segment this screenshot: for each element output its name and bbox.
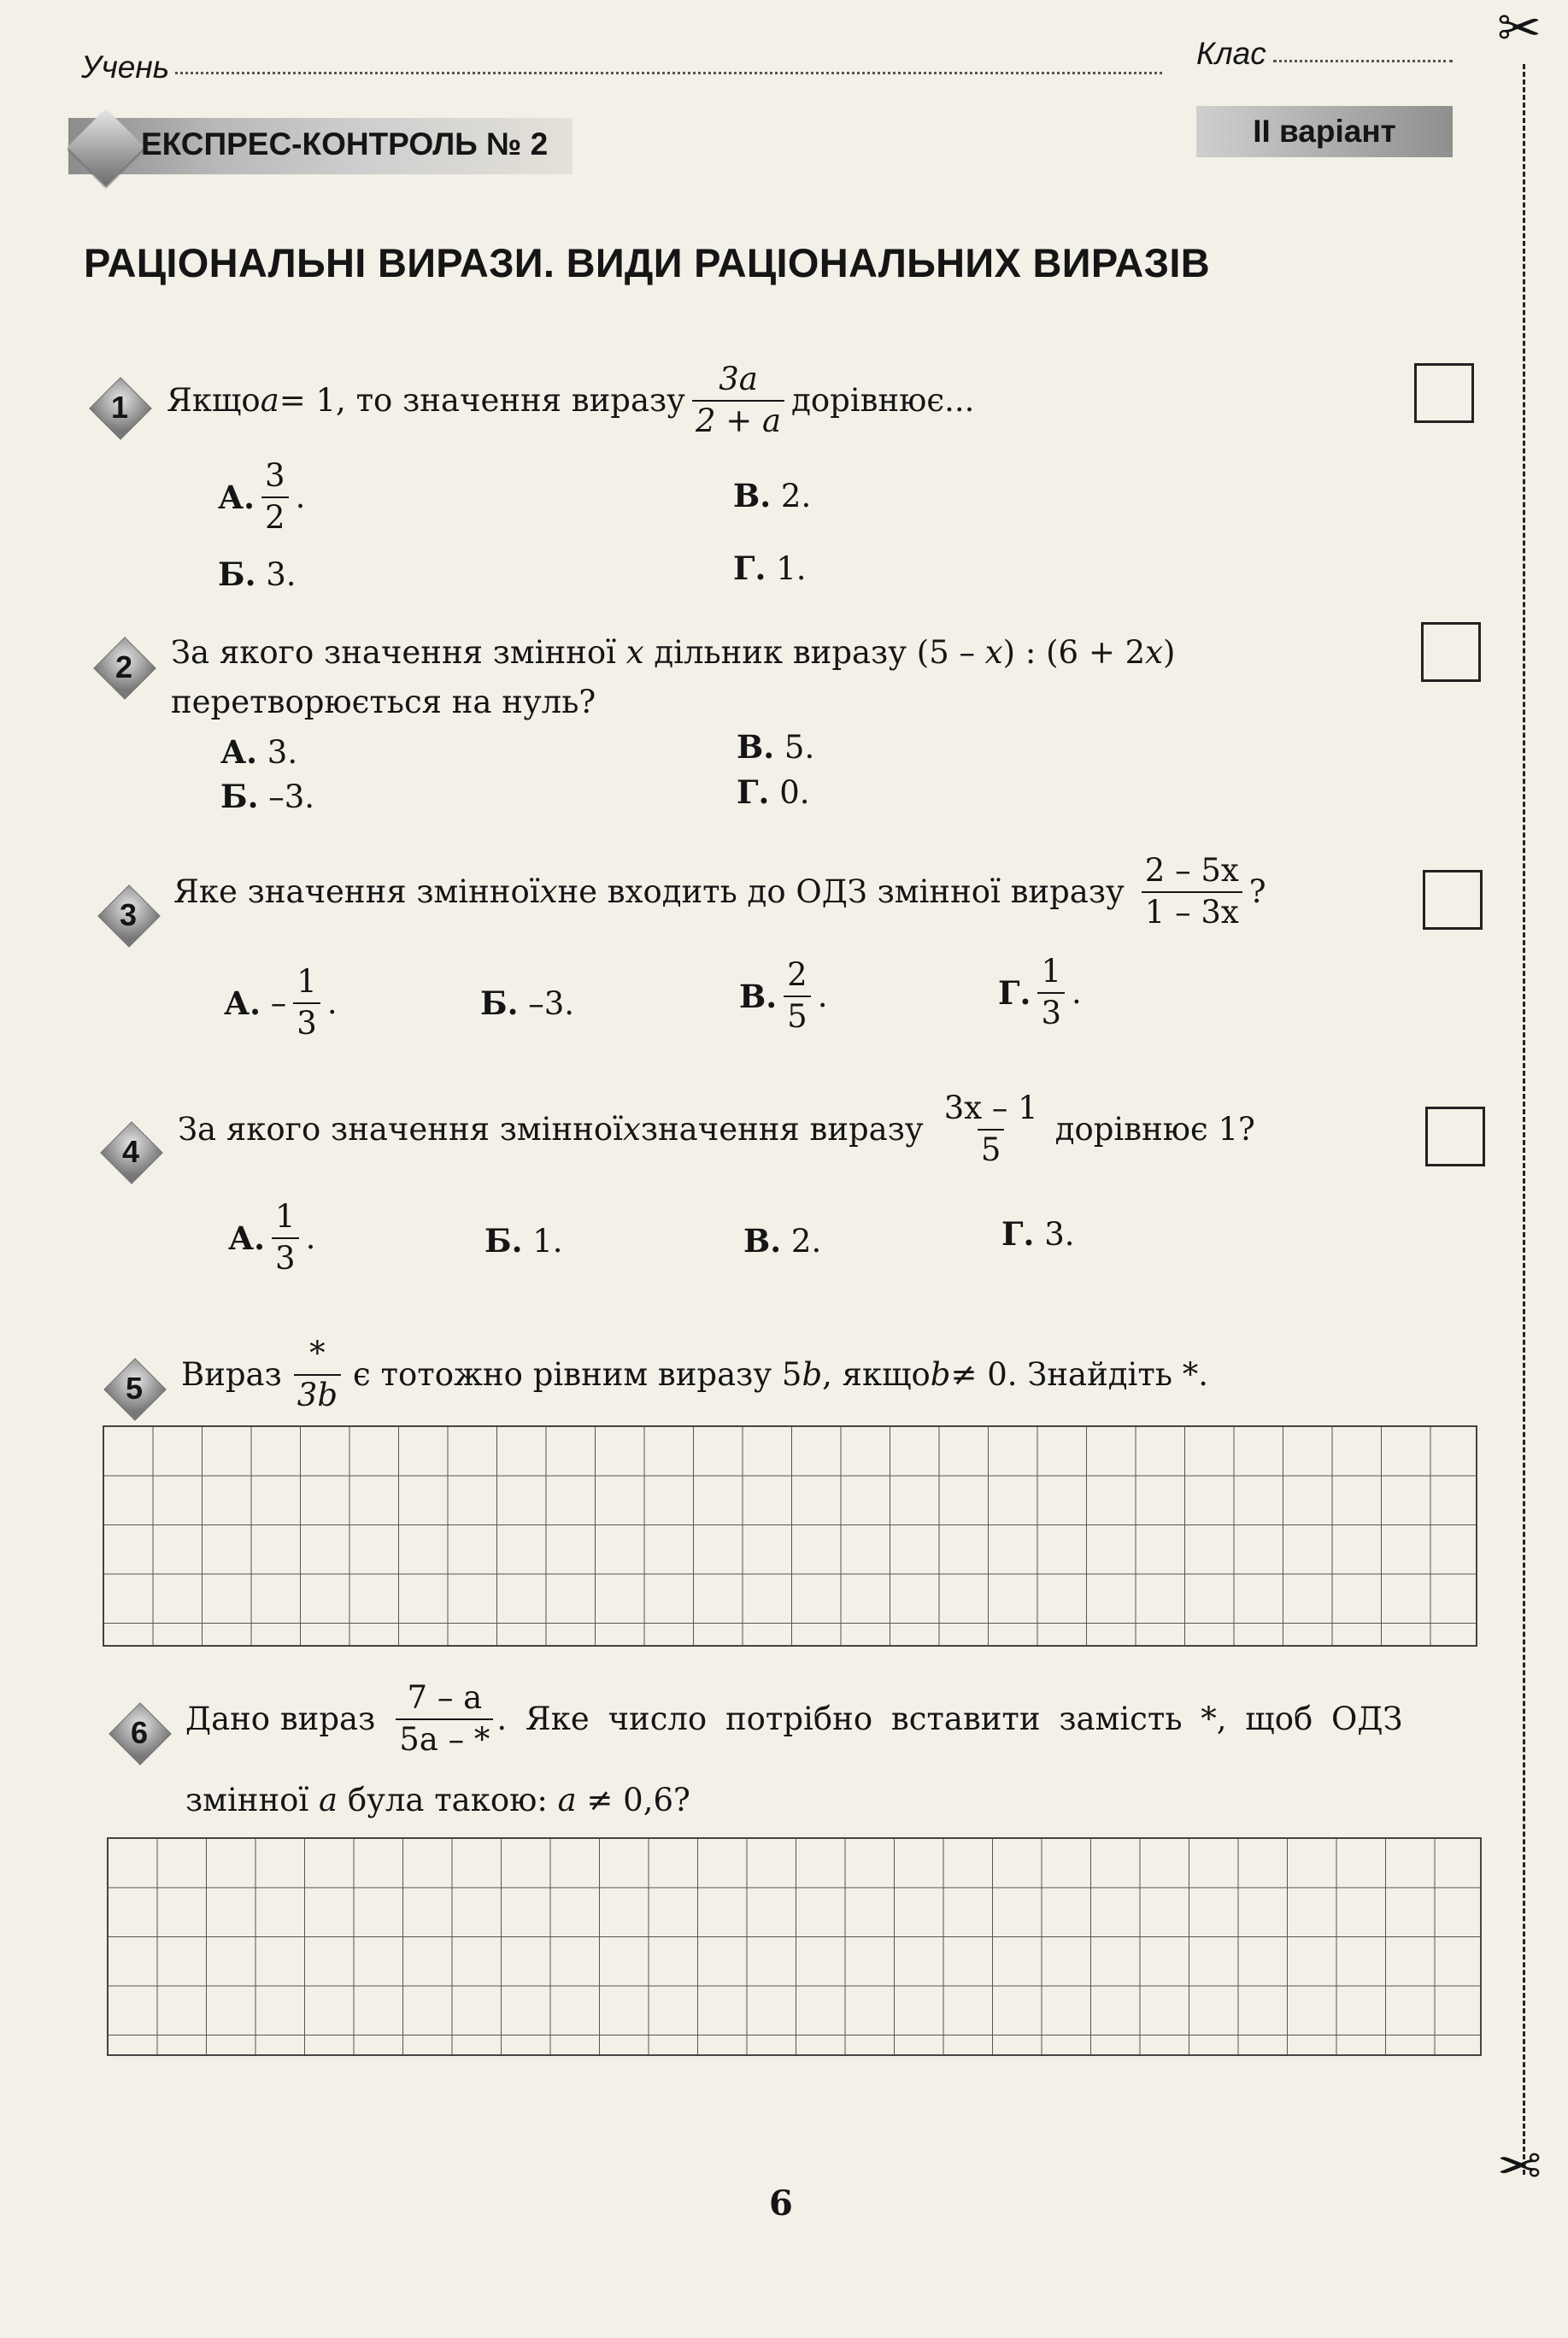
question-4-text: За якого значення змінної x значення виразу $\frac{3x - 1}{5}$ дорівнює 1?: [178, 1090, 1255, 1168]
question-5-fraction: $\frac{*}{3b}$: [294, 1337, 341, 1413]
question-2-option-b[interactable]: Б. –3.: [220, 778, 315, 815]
question-3-option-b[interactable]: Б. –3.: [480, 984, 575, 1022]
question-2-text-line1: За якого значення змінної x дільник виразу (5 – x) : (6 + 2x): [171, 634, 1176, 671]
question-4-option-g[interactable]: Г. 3.: [1001, 1215, 1075, 1253]
question-2-option-v[interactable]: В. 5.: [737, 728, 815, 766]
question-1-option-v[interactable]: В. 2.: [733, 477, 812, 514]
question-4-option-v[interactable]: В. 2.: [743, 1222, 822, 1260]
question-1-option-b[interactable]: Б. 3.: [218, 555, 297, 593]
question-5-number: 5: [104, 1359, 164, 1419]
question-4-number: 4: [101, 1122, 161, 1182]
question-3-text: Яке значення змінної x не входить до ОДЗ змінної виразу $\frac{2 - 5x}{1 - 3x}$ ?: [173, 852, 1266, 931]
question-6-number: 6: [109, 1703, 169, 1763]
question-6-answer-grid[interactable]: [107, 1837, 1482, 2056]
dashed-cut-line: [1523, 64, 1525, 2175]
class-name-line[interactable]: [1273, 60, 1453, 62]
question-3-fraction: $\frac{2 - 5x}{1 - 3x}$: [1142, 855, 1242, 930]
question-4-option-a[interactable]: А. $\frac{1}{3}$ .: [228, 1198, 316, 1277]
question-3-option-a[interactable]: А. – $\frac{1}{3}$ .: [224, 963, 338, 1042]
question-1-answer-box[interactable]: [1414, 363, 1474, 423]
scissors-icon: ✂: [1497, 0, 1542, 59]
question-6-fraction: $\frac{7 - a}{5a - *}$: [396, 1682, 493, 1757]
question-3-answer-box[interactable]: [1423, 870, 1483, 930]
question-1-number: 1: [90, 378, 150, 438]
question-2-option-g[interactable]: Г. 0.: [737, 773, 810, 811]
class-label: Клас: [1196, 36, 1266, 71]
student-label: Учень: [81, 50, 170, 85]
question-3-option-g[interactable]: Г. $\frac{1}{3}$ .: [998, 953, 1082, 1031]
question-1-text: Якщо a = 1, то значення виразу $\frac{3a}{2 + a}$ дорівнює...: [167, 361, 975, 439]
page-number: 6: [769, 2183, 793, 2223]
question-6-text-line1: Дано вираз $\frac{7 - a}{5a - *}$ . Яке число потрібно вставити замість *, щоб ОДЗ: [185, 1679, 1403, 1758]
question-5-text: Вираз $\frac{*}{3b}$ є тотожно рівним виразу 5 b , якщо b ≠ 0. Знайдіть *.: [181, 1335, 1208, 1413]
question-2-option-a[interactable]: А. 3.: [220, 733, 298, 771]
question-1-fraction: $\frac{3a}{2 + a}$: [692, 363, 784, 438]
question-4-option-b[interactable]: Б. 1.: [484, 1222, 563, 1260]
page-title: РАЦІОНАЛЬНІ ВИРАЗИ. ВИДИ РАЦІОНАЛЬНИХ ВИРАЗІВ: [84, 240, 1210, 285]
question-3-option-v[interactable]: В. $\frac{2}{5}$ .: [739, 956, 828, 1035]
question-6-text-line2: змінної a була такою: a ≠ 0,6?: [185, 1782, 690, 1818]
question-2-number: 2: [94, 637, 154, 697]
question-3-number: 3: [98, 885, 158, 945]
question-5-answer-grid[interactable]: [103, 1425, 1477, 1647]
question-4-answer-box[interactable]: [1425, 1107, 1485, 1166]
question-1-option-g[interactable]: Г. 1.: [733, 549, 807, 587]
student-name-line[interactable]: [175, 72, 1162, 74]
scissors-icon: ✂: [1497, 2133, 1542, 2195]
variant-badge: ІІ варіант: [1196, 106, 1453, 157]
question-2-text-line2: перетворюється на нуль?: [171, 684, 596, 720]
question-2-answer-box[interactable]: [1421, 622, 1481, 682]
express-control-label: ЕКСПРЕС-КОНТРОЛЬ № 2: [141, 126, 549, 162]
question-1-option-a[interactable]: А. $\frac{3}{2}$ .: [218, 457, 306, 536]
question-4-fraction: $\frac{3x - 1}{5}$: [943, 1090, 1038, 1168]
